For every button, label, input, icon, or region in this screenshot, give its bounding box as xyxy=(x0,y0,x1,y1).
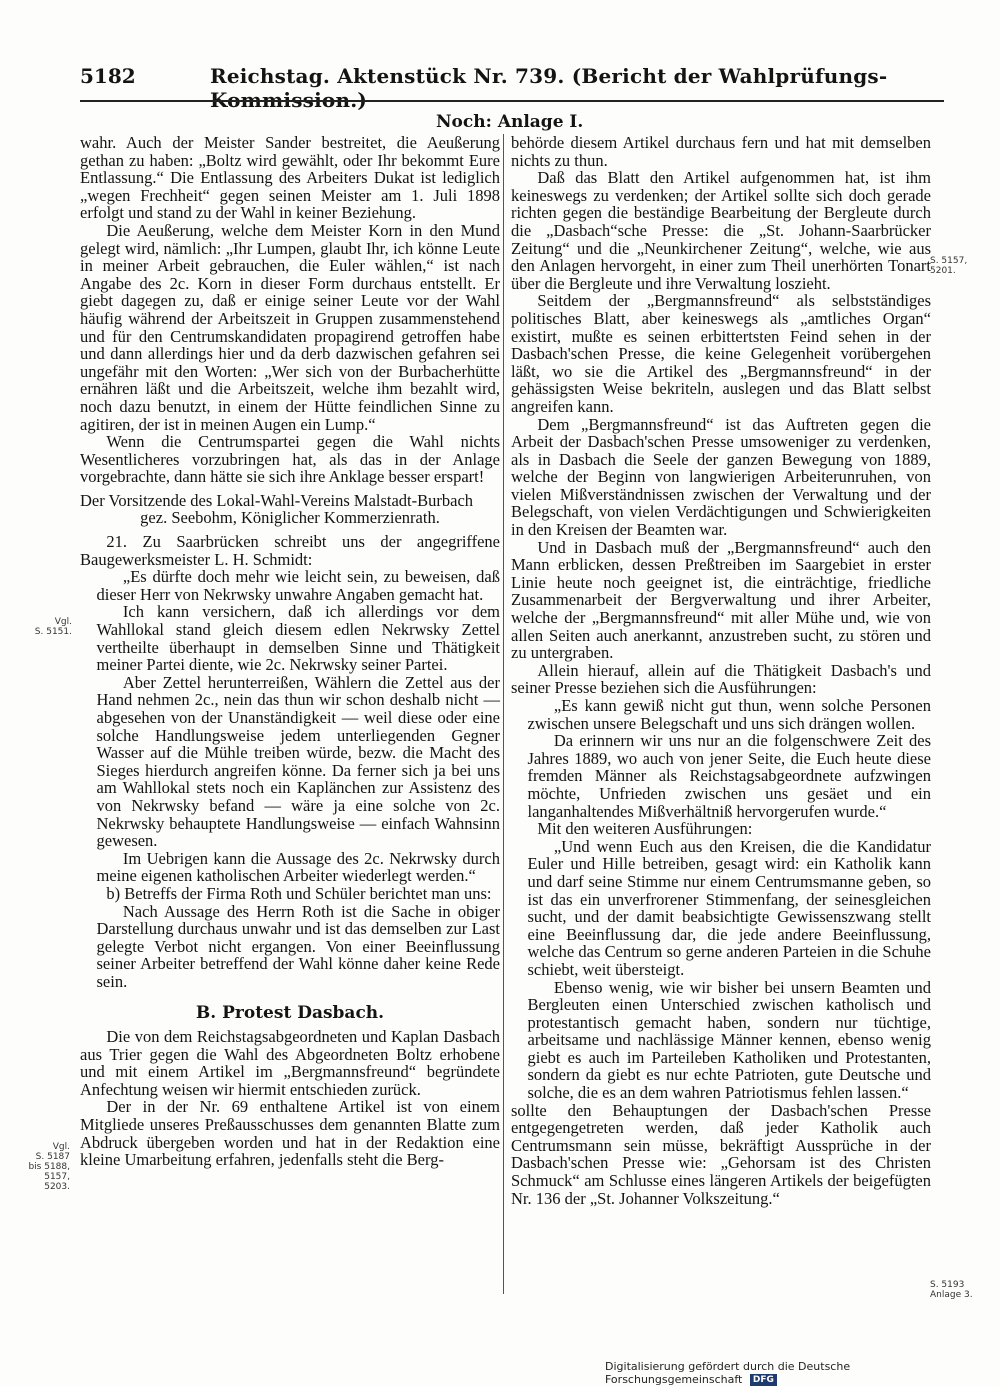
section-label: Noch: Anlage I. xyxy=(436,112,584,132)
paragraph: Mit den weiteren Ausführungen: xyxy=(537,819,753,839)
paragraph: Dem „Bergmannsfreund“ ist das Auftreten gegen die Arbeit der Dasbach'schen Presse umsoweniger zu verdenken, als in Dasbach die Seele der ganzen Bewegung von 1889, welche der Beginn von langwierigen Arbeiterunruhen, von vielen Mißverständnissen zwischen der Verwaltung und der Belegschaft, von vielen Verdächtigungen und Schwierigkeiten in den Kreisen der Beamten war. xyxy=(511,414,931,540)
paragraph: Wenn die Centrumspartei gegen die Wahl nichts Wesentlicheres vorzubringen hat, als das in der Anlage vorgebrachte, dann hätte sie sich ihre Anklage besser erspart! xyxy=(80,432,500,487)
signature-line: Der Vorsitzende des Lokal-Wahl-Vereins Malstadt-Burbach xyxy=(80,490,474,510)
signature-name: gez. Seebohm, Königlicher Kommerzienrath. xyxy=(140,508,440,528)
quote-paragraph: Aber Zettel herunterreißen, Wählern die Zettel aus der Hand nehmen 2c., nein das thun wir schon deshalb nicht — abgesehen von der Unanständigkeit — weil diese oder eine solche Handlungsweise jedem unterliegenden Gegner Wasser auf die Mühle treiben würde, bezw. die Macht des Sieges hierdurch angreifen könne. Da ferner sich ja bei uns am Wahllokal stets noch ein Kaplänchen zur Assistenz des von Nekrwsky befand — wäre ja eine solche von 2c. Nekrwsky behauptete Handlungsweise — einfach Wahnsinn gewesen. xyxy=(96,672,500,851)
paragraph: b) Betreffs der Firma Roth und Schüler berichtet man uns: xyxy=(106,883,492,903)
paragraph: wahr. Auch der Meister Sander bestreitet, die Aeußerung gethan zu haben: „Boltz wird gewählt, oder Ihr bekommt Eure Entlassung.“ Die Entlassung des Arbeiters Dukat ist lediglich „wegen Frechheit“ gegen seinen Meister am 1. Juli 1898 erfolgt und stand zu der Wahl in keiner Beziehung. xyxy=(80,133,500,223)
footer xyxy=(605,1360,990,1386)
paragraph: sollte den Behauptungen der Dasbach'schen Presse entgegengetreten werden, daß jeder Katholik auch Centrumsmann sein müsse, bekräftigt Aussprüche in der Dasbach'schen Presse wie: „Gehorsam ist des Christen Schmuck“ am Schlusse eines längeren Artikels der beigefügten Nr. 136 der „St. Johanner Volkszeitung.“ xyxy=(511,1100,931,1208)
paragraph: 21. Zu Saarbrücken schreibt uns der angegriffene Baugewerksmeister L. H. Schmidt: xyxy=(80,532,500,569)
paragraph: behörde diesem Artikel durchaus fern und hat mit demselben nichts zu thun. xyxy=(511,133,931,170)
page-number: 5182 xyxy=(80,64,136,88)
margin-note-left-2: Vgl. S. 5187 bis 5188, 5157, 5203. xyxy=(28,1142,70,1192)
left-column xyxy=(80,134,500,1169)
paragraph: Und in Dasbach muß der „Bergmannsfreund“ auch den Mann erblicken, dessen Preßtreiben im Saargebiet in erster Linie heute noch geeignet ist, die einträchtige, friedliche Zusammenarbeit der Bergverwaltung und ihrer Arbeiter, welche der „Bergmannsfreund“ mit aller Mühe und, wie von allen Seiten auch anerkannt, anzustreben sucht, zu stören und zu untergraben. xyxy=(511,537,931,663)
quote-paragraph: Da erinnern wir uns nur an die folgenschwere Zeit des Jahres 1889, wo auch von jener Seite, die Euch heute diese fremden Männer als Reichstagsabgeordnete aufzwingen möchte, Unfrieden zwischen uns gesäet und ein langanhaltendes Mißverhältniß hervorgerufen wurde.“ xyxy=(527,731,931,821)
quote-paragraph: „Es dürfte doch mehr wie leicht sein, zu beweisen, daß dieser Herr von Nekrwsky unwahre Angaben gemacht hat. xyxy=(96,567,500,604)
quote-paragraph: Nach Aussage des Herrn Roth ist die Sache in obiger Darstellung durchaus unwahr und ist das demselben zur Last gelegte Verbot nicht ergangen. Von einer Beeinflussung seiner Arbeiter betreffend der Wahl könne daher keine Rede sein. xyxy=(96,901,500,991)
paragraph: Allein hierauf, allein auf die Thätigkeit Dasbach's und seiner Presse beziehen sich die Ausführungen: xyxy=(511,660,931,698)
section-heading: B. Protest Dasbach. xyxy=(195,1002,385,1023)
paragraph: Seitdem der „Bergmannsfreund“ als selbstständiges politisches Blatt, aber keineswegs als „amtliches Organ“ existirt, mußte es seinen erbittertsten Feind sehen in der Dasbach'schen Presse, die keine Gelegenheit vorübergehen läßt, wo sie die Artikel des „Bergmannsfreund“ in der gehässigsten Weise bekriteln, auslegen und das Blatt selbst angreifen kann. xyxy=(511,291,931,416)
margin-note-left-1: Vgl. S. 5151. xyxy=(34,617,72,637)
paragraph: Daß das Blatt den Artikel aufgenommen hat, ist ihm keineswegs zu verdenken; der Artikel sollte sich doch gerade richten gegen die beständige Bearbeitung der Bergleute durch die „Dasbach“sche Presse: die „St. Johann-Saarbrücker Zeitung“ und die „Neunkirchener Zeitung“, welche, wie aus den Anlagen hervorgeht, in einer zum Theil unerhörten Tonart über die Bergleute und ihre Verwaltung loszieht. xyxy=(511,168,931,293)
right-column xyxy=(511,134,931,1207)
margin-note-right-1: S. 5157, 5201. xyxy=(930,256,968,276)
paragraph: Die Aeußerung, welche dem Meister Korn in den Mund gelegt wird, nämlich: „Ihr Lumpen, glaubt Ihr, ich könne Leute in meiner Arbeit gebrauchen, die Euler wählen,“ ist nach Angabe des 2c. Korn in dieser Form durchaus entstellt. Er giebt dagegen zu, daß er einige seiner Leute vor der Wahl häufig während der Arbeitszeit in Gruppen zusammenstehend und für den Centrumskandidaten propagirend getroffen habe und dann allerdings hier und da derb dazwischen gefahren sei ungefähr mit den Worten: „Wer sich von der Burbacherhütte ernähren läßt und die Arbeitszeit, welche ihm bezahlt wird, noch dazu benutzt, in einem der Hütte feindlichen Sinne zu agitiren, der ist in meinen Augen ein Lump.“ xyxy=(80,220,500,434)
quote-paragraph: Im Uebrigen kann die Aussage des 2c. Nekrwsky durch meine eigenen katholischen Arbeiter wiederlegt werden.“ xyxy=(96,848,500,886)
paragraph: Die von dem Reichstagsabgeordneten und Kaplan Dasbach aus Trier gegen die Wahl des Abgeordneten Boltz erhobene und mit einem Artikel im „Bergmannsfreund“ begründete Anfechtung weisen wir hiermit entschieden zurück. xyxy=(80,1027,500,1099)
header-rule xyxy=(80,100,944,102)
running-head: Reichstag. Aktenstück Nr. 739. (Bericht der Wahlprüfungs-Kommission.) xyxy=(210,64,888,112)
quote-paragraph: Ich kann versichern, daß ich allerdings vor dem Wahllokal stand gleich diesem edlen Nekrwsky Zettel vertheilte überhaupt in demselben Sinne und Thätigkeit meiner Partei diente, wie 2c. Nekrwsky seiner Partei. xyxy=(96,602,500,675)
quote-paragraph: „Und wenn Euch aus den Kreisen, die die Kandidatur Euler und Hille betreiben, gesagt wird: ein Katholik kann und darf seine Stimme nur einem Centrumsmanne geben, so ist das ein unverfrorener Stimmenfang, der seinesgleichen sucht, und der damit beabsichtigte Gewissenszwang stellt eine Beeinflussung dar, die jede andere Beeinflussung, welche das Centrum so gerne anderen Parteien in die Schuhe schiebt, weit übersteigt. xyxy=(527,836,931,979)
paragraph: Der in der Nr. 69 enthaltene Artikel ist von einem Mitgliede unseres Preßausschusses dem genannten Blatte zum Abdruck übergeben worden und hat in der Redaktion eine kleine Umarbeitung erfahren, jedenfalls steht die Berg- xyxy=(80,1097,500,1170)
page-header xyxy=(80,64,940,112)
dfg-logo: DFG xyxy=(750,1374,777,1386)
quote-paragraph: „Es kann gewiß nicht gut thun, wenn solche Personen zwischen unsere Belegschaft und uns sich drängen wollen. xyxy=(527,696,931,733)
column-divider xyxy=(503,134,504,1294)
quote-paragraph: Ebenso wenig, wie wir bisher bei unsern Beamten und Bergleuten einen Unterschied zwischen katholisch und protestantisch gemacht haben, sondern nur tüchtige, arbeitsame und nachlässige Männer kennen, ebenso wenig giebt es auch im Parteileben Katholiken und Protestanten, sondern da giebt es nur echte Patrioten, gute Deutsche und solche, die es an dem wahren Patriotismus fehlen lassen.“ xyxy=(527,977,931,1103)
margin-note-right-2: S. 5193 Anlage 3. xyxy=(930,1280,973,1300)
footer-text: Digitalisierung gefördert durch die Deutsche Forschungsgemeinschaft xyxy=(605,1360,851,1386)
